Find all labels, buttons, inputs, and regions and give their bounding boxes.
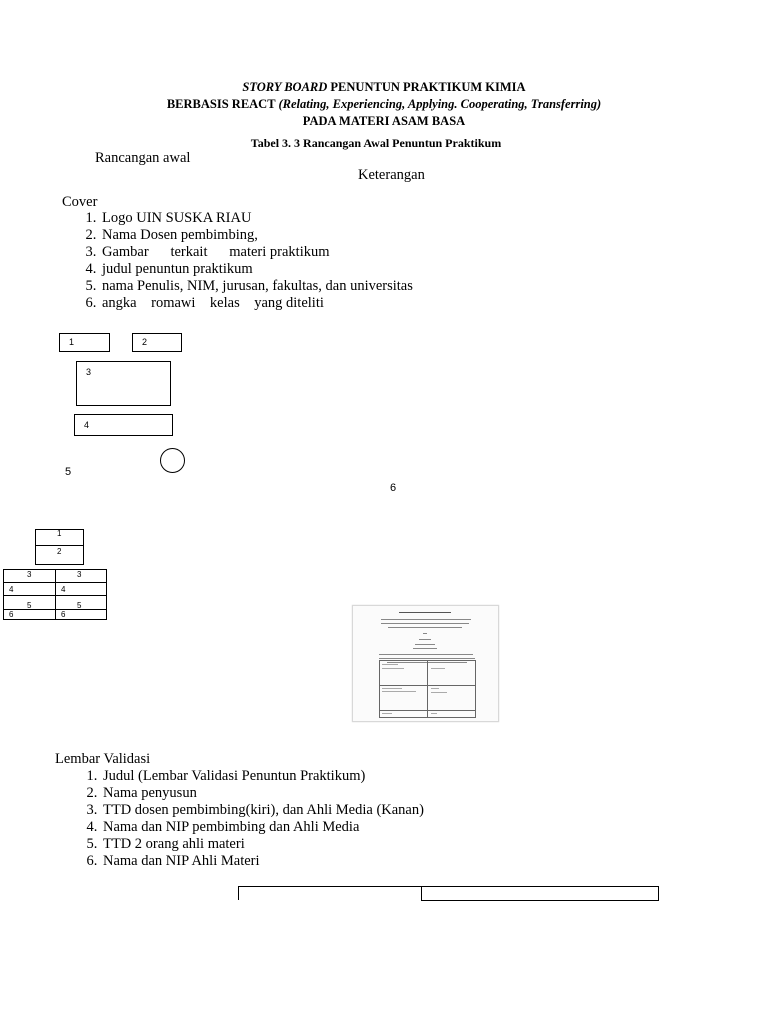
thumb-line <box>381 623 469 624</box>
thumb-line <box>431 692 447 693</box>
list-item: 3. TTD dosen pembimbing(kiri), dan Ahli Media (Kanan) <box>101 802 561 819</box>
thumb-line <box>382 691 416 692</box>
sketch-label: 4 <box>61 585 66 594</box>
thumb-line <box>382 688 402 689</box>
table-mid-border <box>421 886 422 900</box>
thumb-line <box>415 644 435 645</box>
column-header-left: Rancangan awal <box>95 150 191 166</box>
sketch-label: 6 <box>61 610 66 619</box>
thumb-line <box>431 688 439 689</box>
cover-box-lecturer <box>132 333 182 352</box>
table-cell-bottom-border <box>421 900 659 901</box>
list-item: 4. Nama dan NIP pembimbing dan Ahli Media <box>101 819 561 836</box>
thumb-line <box>382 664 398 665</box>
thumb-divider <box>427 660 428 718</box>
table-caption: Tabel 3. 3 Rancangan Awal Penuntun Praktikum <box>250 136 502 150</box>
thumb-line <box>381 619 471 620</box>
cover-box-logo <box>59 333 110 352</box>
list-item: 3. Gambar terkait materi praktikum <box>100 244 520 261</box>
validation-list <box>63 768 561 870</box>
box-label: 1 <box>69 337 75 347</box>
cover-label-authors: 5 <box>65 466 72 478</box>
thumb-line <box>413 648 437 649</box>
validation-heading: Lembar Validasi <box>55 751 151 767</box>
title-line-2-bold: BERBASIS REACT <box>166 97 279 111</box>
thumb-line <box>399 612 451 613</box>
sketch-label: 3 <box>27 570 32 579</box>
sketch-label: 5 <box>27 601 32 610</box>
cover-box-title <box>74 414 173 436</box>
sketch-label: 3 <box>77 570 82 579</box>
thumb-line <box>379 658 475 659</box>
title-line-3: PADA MATERI ASAM BASA <box>302 114 466 128</box>
box-label: 3 <box>86 367 92 377</box>
cover-box-image <box>76 361 171 406</box>
list-item: 6. Nama dan NIP Ahli Materi <box>101 853 561 870</box>
cover-list <box>62 210 520 312</box>
list-item: 2. Nama penyusun <box>101 785 561 802</box>
validation-box-title <box>35 529 84 546</box>
thumb-line <box>382 713 392 714</box>
list-item: 2. Nama Dosen pembimbing, <box>100 227 520 244</box>
title-rest-part: PENUNTUN PRAKTIKUM KIMIA <box>327 80 526 94</box>
list-item: 5. TTD 2 orang ahli materi <box>101 836 561 853</box>
column-header-right: Keterangan <box>358 167 425 183</box>
cover-heading: Cover <box>62 194 98 210</box>
document-title <box>0 79 768 130</box>
sketch-label: 6 <box>9 610 14 619</box>
thumb-line <box>379 654 473 655</box>
title-italic-part: STORY BOARD <box>242 80 328 94</box>
title-line-2 <box>0 96 768 113</box>
title-line-1 <box>0 79 768 96</box>
list-item: 6. angka romawi kelas yang diteliti <box>100 295 520 312</box>
sketch-label: 4 <box>9 585 14 594</box>
thumb-line <box>382 668 404 669</box>
box-label: 2 <box>57 547 62 556</box>
table-left-border <box>238 886 239 900</box>
thumb-line <box>423 633 427 634</box>
validation-sheet-thumbnail <box>352 605 499 722</box>
table-top-border <box>238 886 659 887</box>
cover-label-roman: 6 <box>390 482 397 494</box>
box-label: 2 <box>142 337 148 347</box>
list-item: 1. Judul (Lembar Validasi Penuntun Praktikum) <box>101 768 561 785</box>
list-item: 5. nama Penulis, NIM, jurusan, fakultas, dan universitas <box>100 278 520 295</box>
list-item: 1. Logo UIN SUSKA RIAU <box>100 210 520 227</box>
cover-circle-class <box>160 448 185 473</box>
validation-box-author <box>35 545 84 565</box>
table-right-border <box>658 886 659 900</box>
divider <box>55 569 56 620</box>
box-label: 4 <box>84 420 90 430</box>
sketch-label: 5 <box>77 601 82 610</box>
list-item: 4. judul penuntun praktikum <box>100 261 520 278</box>
thumb-line <box>419 639 431 640</box>
title-line-2-italic: (Relating, Experiencing, Applying. Cooperating, Transferring) <box>278 97 602 111</box>
box-label: 1 <box>57 529 62 538</box>
thumb-line <box>388 627 462 628</box>
thumb-line <box>431 668 445 669</box>
thumb-line <box>431 713 437 714</box>
